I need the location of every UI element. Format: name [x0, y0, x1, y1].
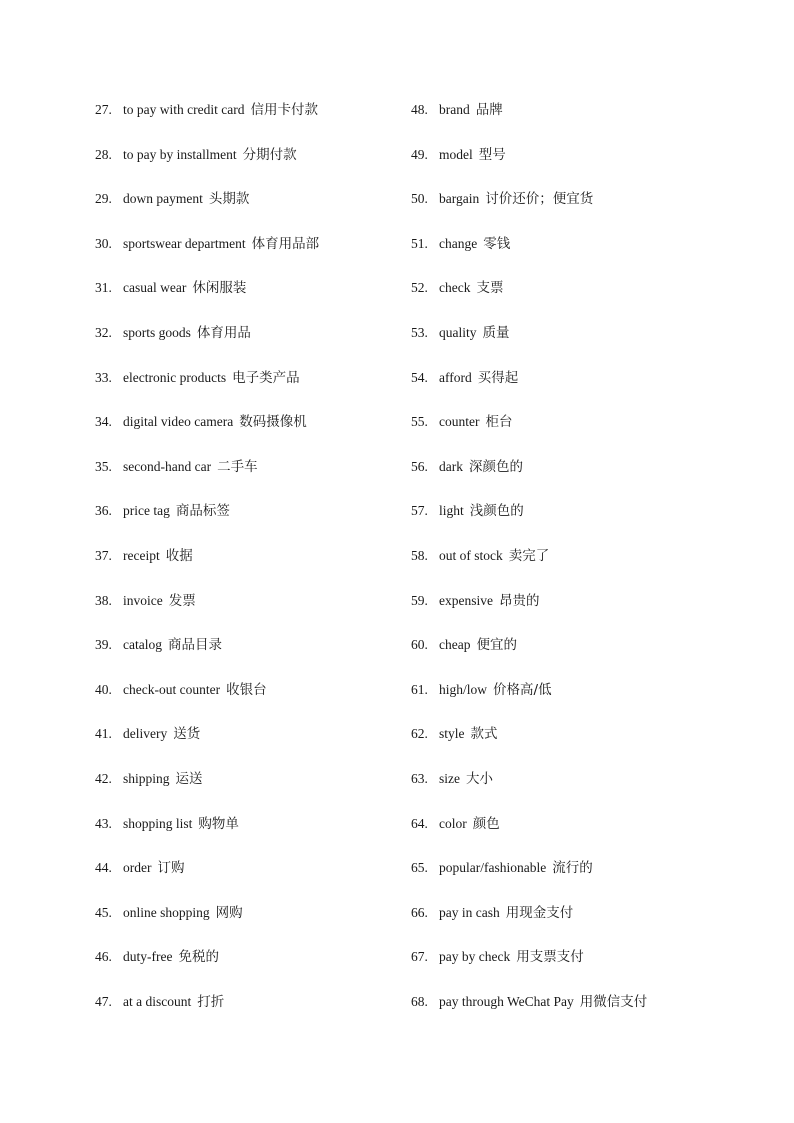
english-term: order — [123, 860, 152, 876]
item-number: 36. — [95, 503, 112, 519]
vocab-item — [411, 946, 781, 991]
english-term: duty-free — [123, 949, 173, 965]
vocab-item — [411, 902, 781, 947]
item-number: 54. — [411, 369, 428, 385]
chinese-translation: 柜台 — [485, 414, 513, 431]
item-number: 53. — [411, 324, 428, 340]
vocab-item — [95, 144, 395, 189]
chinese-translation: 体育用品 — [196, 324, 251, 341]
english-term: receipt — [123, 547, 160, 563]
vocab-item — [95, 188, 395, 233]
item-number: 34. — [95, 414, 112, 430]
item-number: 56. — [411, 458, 428, 474]
chinese-translation: 打折 — [197, 993, 225, 1010]
english-term: cheap — [439, 637, 471, 653]
chinese-translation: 支票 — [476, 280, 504, 297]
vocab-item — [411, 144, 781, 189]
item-number: 38. — [95, 592, 112, 608]
item-number: 47. — [95, 993, 112, 1009]
english-term: style — [439, 726, 465, 742]
english-term: size — [439, 770, 460, 786]
vocab-item — [95, 813, 395, 858]
chinese-translation: 电子类产品 — [232, 369, 300, 386]
english-term: brand — [439, 102, 470, 117]
vocab-item — [411, 679, 781, 724]
vocab-item — [95, 456, 395, 501]
vocab-item — [95, 634, 395, 679]
item-number: 65. — [411, 860, 428, 876]
english-term: to pay by installment — [123, 146, 237, 162]
chinese-translation: 送货 — [173, 726, 201, 743]
english-term: check — [439, 280, 471, 296]
vocab-item — [411, 456, 781, 501]
vocab-item — [95, 545, 395, 590]
chinese-translation: 大小 — [466, 770, 493, 787]
item-number: 60. — [411, 637, 428, 653]
english-term: color — [439, 815, 467, 831]
english-term: sports goods — [123, 324, 191, 340]
vocab-item — [95, 902, 395, 947]
english-term: invoice — [123, 592, 163, 608]
vocab-item — [95, 367, 395, 412]
english-term: model — [439, 146, 473, 162]
vocab-item — [411, 411, 781, 456]
english-term: down payment — [123, 191, 203, 207]
vocab-item — [95, 723, 395, 768]
item-number: 64. — [411, 815, 428, 831]
english-term: online shopping — [123, 904, 210, 920]
chinese-translation: 买得起 — [477, 369, 519, 386]
item-number: 29. — [95, 191, 112, 207]
english-term: to pay with credit card — [123, 102, 245, 117]
chinese-translation: 收银台 — [226, 681, 267, 698]
english-term: second-hand car — [123, 458, 212, 474]
vocab-item — [95, 991, 395, 1036]
english-term: pay by check — [439, 949, 511, 965]
item-number: 48. — [411, 102, 428, 117]
vocab-item — [411, 99, 781, 144]
vocab-item — [95, 590, 395, 635]
chinese-translation: 价格高/低 — [493, 681, 552, 698]
chinese-translation: 信用卡付款 — [250, 102, 318, 118]
chinese-translation: 订购 — [157, 860, 185, 877]
chinese-translation: 分期付款 — [242, 146, 297, 163]
chinese-translation: 休闲服装 — [192, 280, 247, 297]
item-number: 37. — [95, 547, 112, 563]
english-term: counter — [439, 414, 480, 430]
item-number: 67. — [411, 949, 428, 965]
english-term: pay in cash — [439, 904, 500, 920]
chinese-translation: 商品标签 — [175, 503, 230, 520]
vocab-list-left — [95, 99, 395, 1035]
vocab-item — [95, 679, 395, 724]
item-number: 31. — [95, 280, 112, 296]
english-term: at a discount — [123, 993, 192, 1009]
english-term: shopping list — [123, 815, 193, 831]
item-number: 43. — [95, 815, 112, 831]
chinese-translation: 深颜色的 — [469, 458, 523, 475]
vocab-item — [411, 768, 781, 813]
item-number: 39. — [95, 637, 112, 653]
english-term: check-out counter — [123, 681, 221, 697]
item-number: 32. — [95, 324, 112, 340]
english-term: high/low — [439, 681, 488, 697]
chinese-translation: 数码摄像机 — [239, 414, 307, 431]
english-term: change — [439, 235, 478, 251]
vocab-item — [95, 322, 395, 367]
item-number: 63. — [411, 770, 428, 786]
chinese-translation: 收据 — [165, 547, 193, 564]
item-number: 68. — [411, 993, 428, 1009]
vocab-item — [411, 590, 781, 635]
chinese-translation: 商品目录 — [167, 637, 222, 654]
chinese-translation: 昂贵的 — [498, 592, 540, 609]
english-term: quality — [439, 324, 477, 340]
vocab-item — [411, 367, 781, 412]
vocab-item — [411, 188, 781, 233]
chinese-translation: 颜色 — [472, 815, 500, 832]
english-term: catalog — [123, 637, 162, 653]
item-number: 33. — [95, 369, 112, 385]
english-term: dark — [439, 458, 463, 474]
english-term: pay through WeChat Pay — [439, 993, 574, 1009]
item-number: 27. — [95, 102, 112, 117]
english-term: casual wear — [123, 280, 187, 296]
vocab-item — [411, 723, 781, 768]
english-term: sportswear department — [123, 235, 246, 251]
item-number: 40. — [95, 681, 112, 697]
item-number: 66. — [411, 904, 428, 920]
item-number: 42. — [95, 770, 112, 786]
chinese-translation: 便宜的 — [476, 637, 517, 654]
chinese-translation: 购物单 — [198, 815, 239, 832]
chinese-translation: 浅颜色的 — [469, 503, 524, 520]
chinese-translation: 网购 — [215, 904, 243, 921]
chinese-translation: 运送 — [175, 770, 203, 787]
vocab-item — [95, 946, 395, 991]
chinese-translation: 发票 — [168, 592, 196, 609]
item-number: 52. — [411, 280, 428, 296]
item-number: 35. — [95, 458, 112, 474]
vocab-item — [411, 634, 781, 679]
vocab-item — [95, 277, 395, 322]
english-term: shipping — [123, 770, 170, 786]
vocab-item — [95, 411, 395, 456]
chinese-translation: 用微信支付 — [579, 993, 648, 1010]
chinese-translation: 型号 — [478, 146, 506, 163]
english-term: electronic products — [123, 369, 227, 385]
vocab-item — [411, 991, 781, 1036]
chinese-translation: 体育用品部 — [251, 235, 320, 252]
chinese-translation: 零钱 — [483, 235, 511, 252]
vocab-item — [411, 813, 781, 858]
english-term: popular/fashionable — [439, 860, 547, 876]
item-number: 55. — [411, 414, 428, 430]
vocab-item — [95, 768, 395, 813]
chinese-translation: 用现金支付 — [505, 904, 574, 921]
vocab-item — [95, 857, 395, 902]
chinese-translation: 品牌 — [475, 102, 503, 118]
vocab-item — [411, 857, 781, 902]
item-number: 49. — [411, 146, 428, 162]
item-number: 59. — [411, 592, 428, 608]
vocab-item — [411, 277, 781, 322]
english-term: bargain — [439, 191, 480, 207]
chinese-translation: 二手车 — [217, 458, 258, 475]
item-number: 46. — [95, 949, 112, 965]
item-number: 45. — [95, 904, 112, 920]
chinese-translation: 用支票支付 — [516, 949, 584, 966]
item-number: 50. — [411, 191, 428, 207]
vocab-item — [95, 233, 395, 278]
item-number: 44. — [95, 860, 112, 876]
vocab-item — [95, 99, 395, 144]
item-number: 51. — [411, 235, 428, 251]
item-number: 61. — [411, 681, 428, 697]
english-term: digital video camera — [123, 414, 234, 430]
english-term: light — [439, 503, 464, 519]
chinese-translation: 头期款 — [208, 191, 250, 208]
item-number: 57. — [411, 503, 428, 519]
chinese-translation: 免税的 — [178, 949, 219, 966]
vocab-item — [411, 322, 781, 367]
vocab-item — [411, 545, 781, 590]
item-number: 62. — [411, 726, 428, 742]
english-term: price tag — [123, 503, 170, 519]
item-number: 28. — [95, 146, 112, 162]
english-term: afford — [439, 369, 472, 385]
english-term: delivery — [123, 726, 168, 742]
vocab-item — [411, 500, 781, 545]
vocab-item — [411, 233, 781, 278]
vocab-item — [95, 500, 395, 545]
chinese-translation: 流行的 — [552, 860, 593, 877]
item-number: 30. — [95, 235, 112, 251]
item-number: 58. — [411, 547, 428, 563]
item-number: 41. — [95, 726, 112, 742]
english-term: out of stock — [439, 547, 503, 563]
chinese-translation: 款式 — [470, 726, 498, 743]
vocab-list-right — [411, 99, 781, 1035]
chinese-translation: 质量 — [482, 324, 510, 341]
chinese-translation: 讨价还价；便宜货 — [485, 191, 594, 208]
english-term: expensive — [439, 592, 493, 608]
chinese-translation: 卖完了 — [508, 547, 550, 564]
